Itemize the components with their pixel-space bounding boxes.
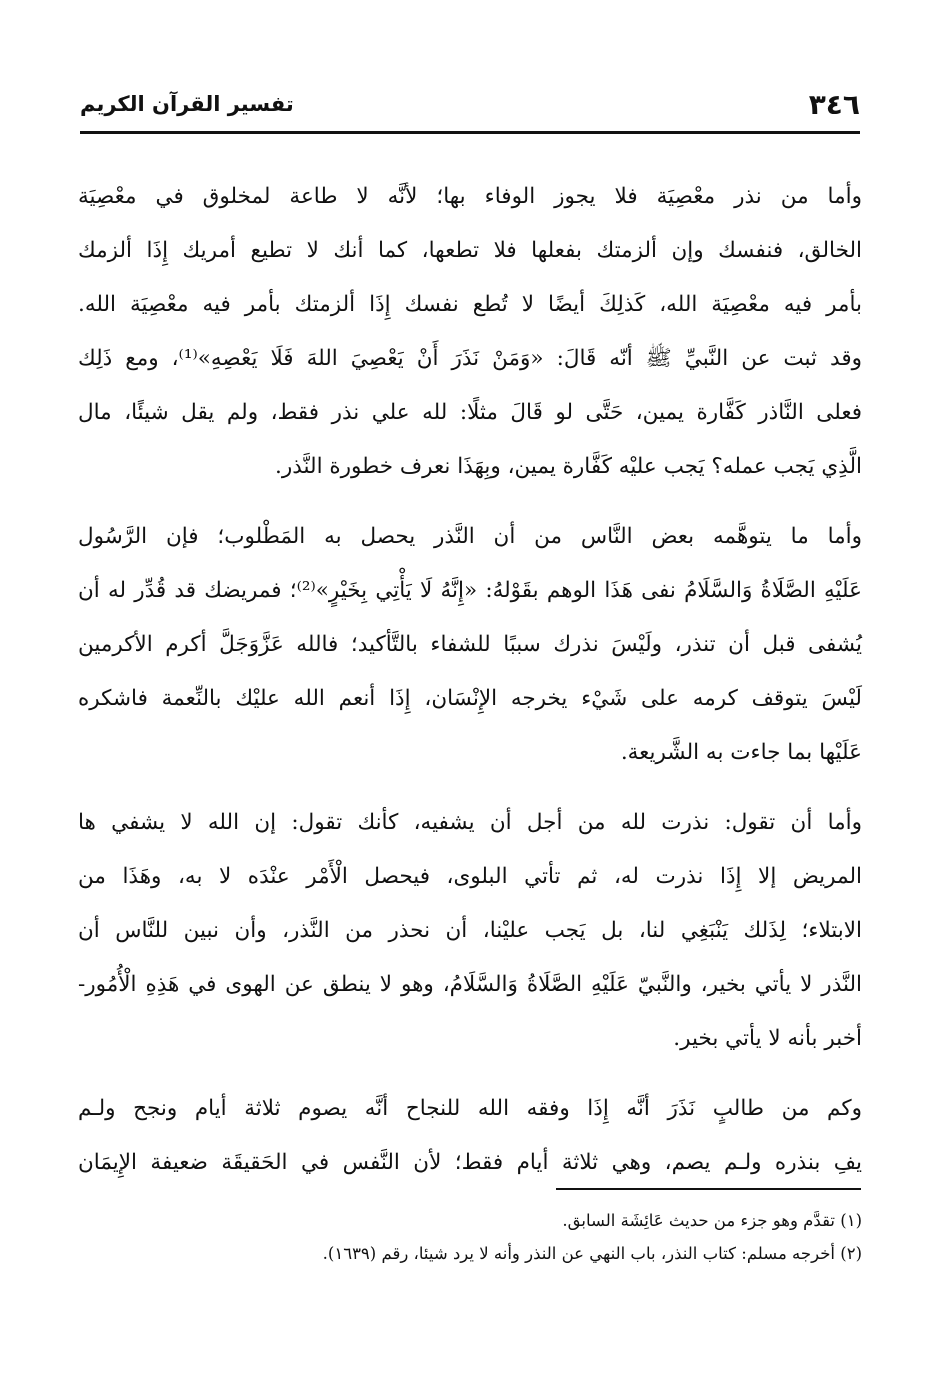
paragraph-2 [78, 510, 862, 780]
page-header [80, 88, 860, 128]
paragraph-4 [78, 1082, 862, 1190]
text-line: المريض إلا إِذَا نذرت له، ثم تأتي البلوى، فيحصل الْأَمْر عنْدَه لا به، وهَذَا من [78, 864, 862, 889]
text-line: الخالق، فنفسك وإن ألزمتك بفعلها فلا تطعها، كما أنك لا تطيع أمريك إِذَا ألزمك [78, 238, 862, 263]
footnote-1: (١) تقدَّم وهو جزء من حديث عَائِشَة السابق. [562, 1211, 862, 1230]
text-line: وأما أن تقول: نذرت لله من أجل أن يشفيه، كأنك تقول: إن الله لا يشفي ها [78, 810, 862, 835]
footnotes [78, 1204, 862, 1270]
text-line: أخبر بأنه لا يأتي بخير. [673, 1026, 862, 1051]
text-line: وقد ثبت عن النَّبيِّ ﷺ أنّه قَالَ: «وَمَنْ نَذَرَ أَنْ يَعْصِيَ اللهَ فَلَا يَعْصِهِ»⁽¹⁾، ومع ذَلِك [78, 346, 862, 371]
paragraph-3 [78, 796, 862, 1066]
text-line: وأما من نذر معْصِيَة فلا يجوز الوفاء بها؛ لأنَّه لا طاعة لمخلوق في معْصِيَة [78, 184, 862, 209]
text-line: وكم من طالبٍ نَذَرَ أنَّه إِذَا وفقه الله للنجاح أنَّه يصوم ثلاثة أيام ونجح ولـم [78, 1096, 862, 1121]
footnote-2: (٢) أخرجه مسلم: كتاب النذر، باب النهي عن النذر وأنه لا يرد شيئا، رقم (١٦٣٩). [322, 1244, 862, 1263]
text-line: يفِ بنذره ولـم يصم، وهي ثلاثة أيام فقط؛ لأن النَّفس في الحَقيقَة ضعيفة الإِيمَان [78, 1150, 862, 1175]
text-line: النَّذر لا يأتي بخير، والنَّبيّ عَلَيْهِ الصَّلَاةُ وَالسَّلَامُ، وهو لا ينطق عن الهوى في هَذِهِ الْأُمُور- [78, 972, 862, 997]
page-number: ٣٤٦ [808, 88, 860, 121]
paragraph-1 [78, 170, 862, 494]
text-line: عَلَيْهِ الصَّلَاةُ وَالسَّلَامُ نفى هَذَا الوهم بقَوْلهُ: «إِنَّهُ لَا يَأْتِي بِخَيْرٍ»⁽²⁾؛ فمريضك قد قُدِّر له أن [78, 578, 862, 603]
text-line: الابتلاء؛ لِذَلك يَنْبَغِي لنا، بل يَجب عليْنا، أن نحذر من النَّذر، وأن نبين للنَّاس أن [78, 918, 862, 943]
text-line: وأما ما يتوهَّمه بعض النَّاس من أن النَّذر يحصل به المَطْلوب؛ فإن الرَّسُول [78, 524, 862, 549]
header-divider [80, 131, 860, 134]
book-title: تفسير القرآن الكريم [80, 92, 294, 116]
text-line: فعلى النَّاذر كَفَّارة يمين، حَتَّى لو قَالَ مثلًا: لله علي نذر فقط، ولم يقل شيئًا، مال [78, 400, 862, 425]
text-line: الَّذِي يَجب عمله؟ يَجب عليْه كَفَّارة يمين، وبِهَذَا نعرف خطورة النَّذر. [275, 454, 862, 479]
text-line: عَلَيْها بما جاءت به الشَّريعة. [620, 740, 862, 765]
text-line: بأمر فيه معْصِيَة الله، كَذلِكَ أيضًا لا تُطع نفسك إِذَا ألزمتك بأمر فيه معْصِيَة الله. [78, 292, 862, 317]
text-line: لَيْسَ يتوقف كرمه على شَيْء يخرجه الإِنْسَان، إِذَا أنعم الله عليْك بالنِّعمة فاشكره [78, 686, 862, 711]
body-text [78, 170, 862, 1206]
text-line: يُشفى قبل أن تنذر، ولَيْسَ نذرك سببًا للشفاء بالتَّأكيد؛ فالله عَزَّوَجَلَّ أكرم الأكرمين [78, 632, 862, 657]
footnote-divider [556, 1188, 861, 1190]
